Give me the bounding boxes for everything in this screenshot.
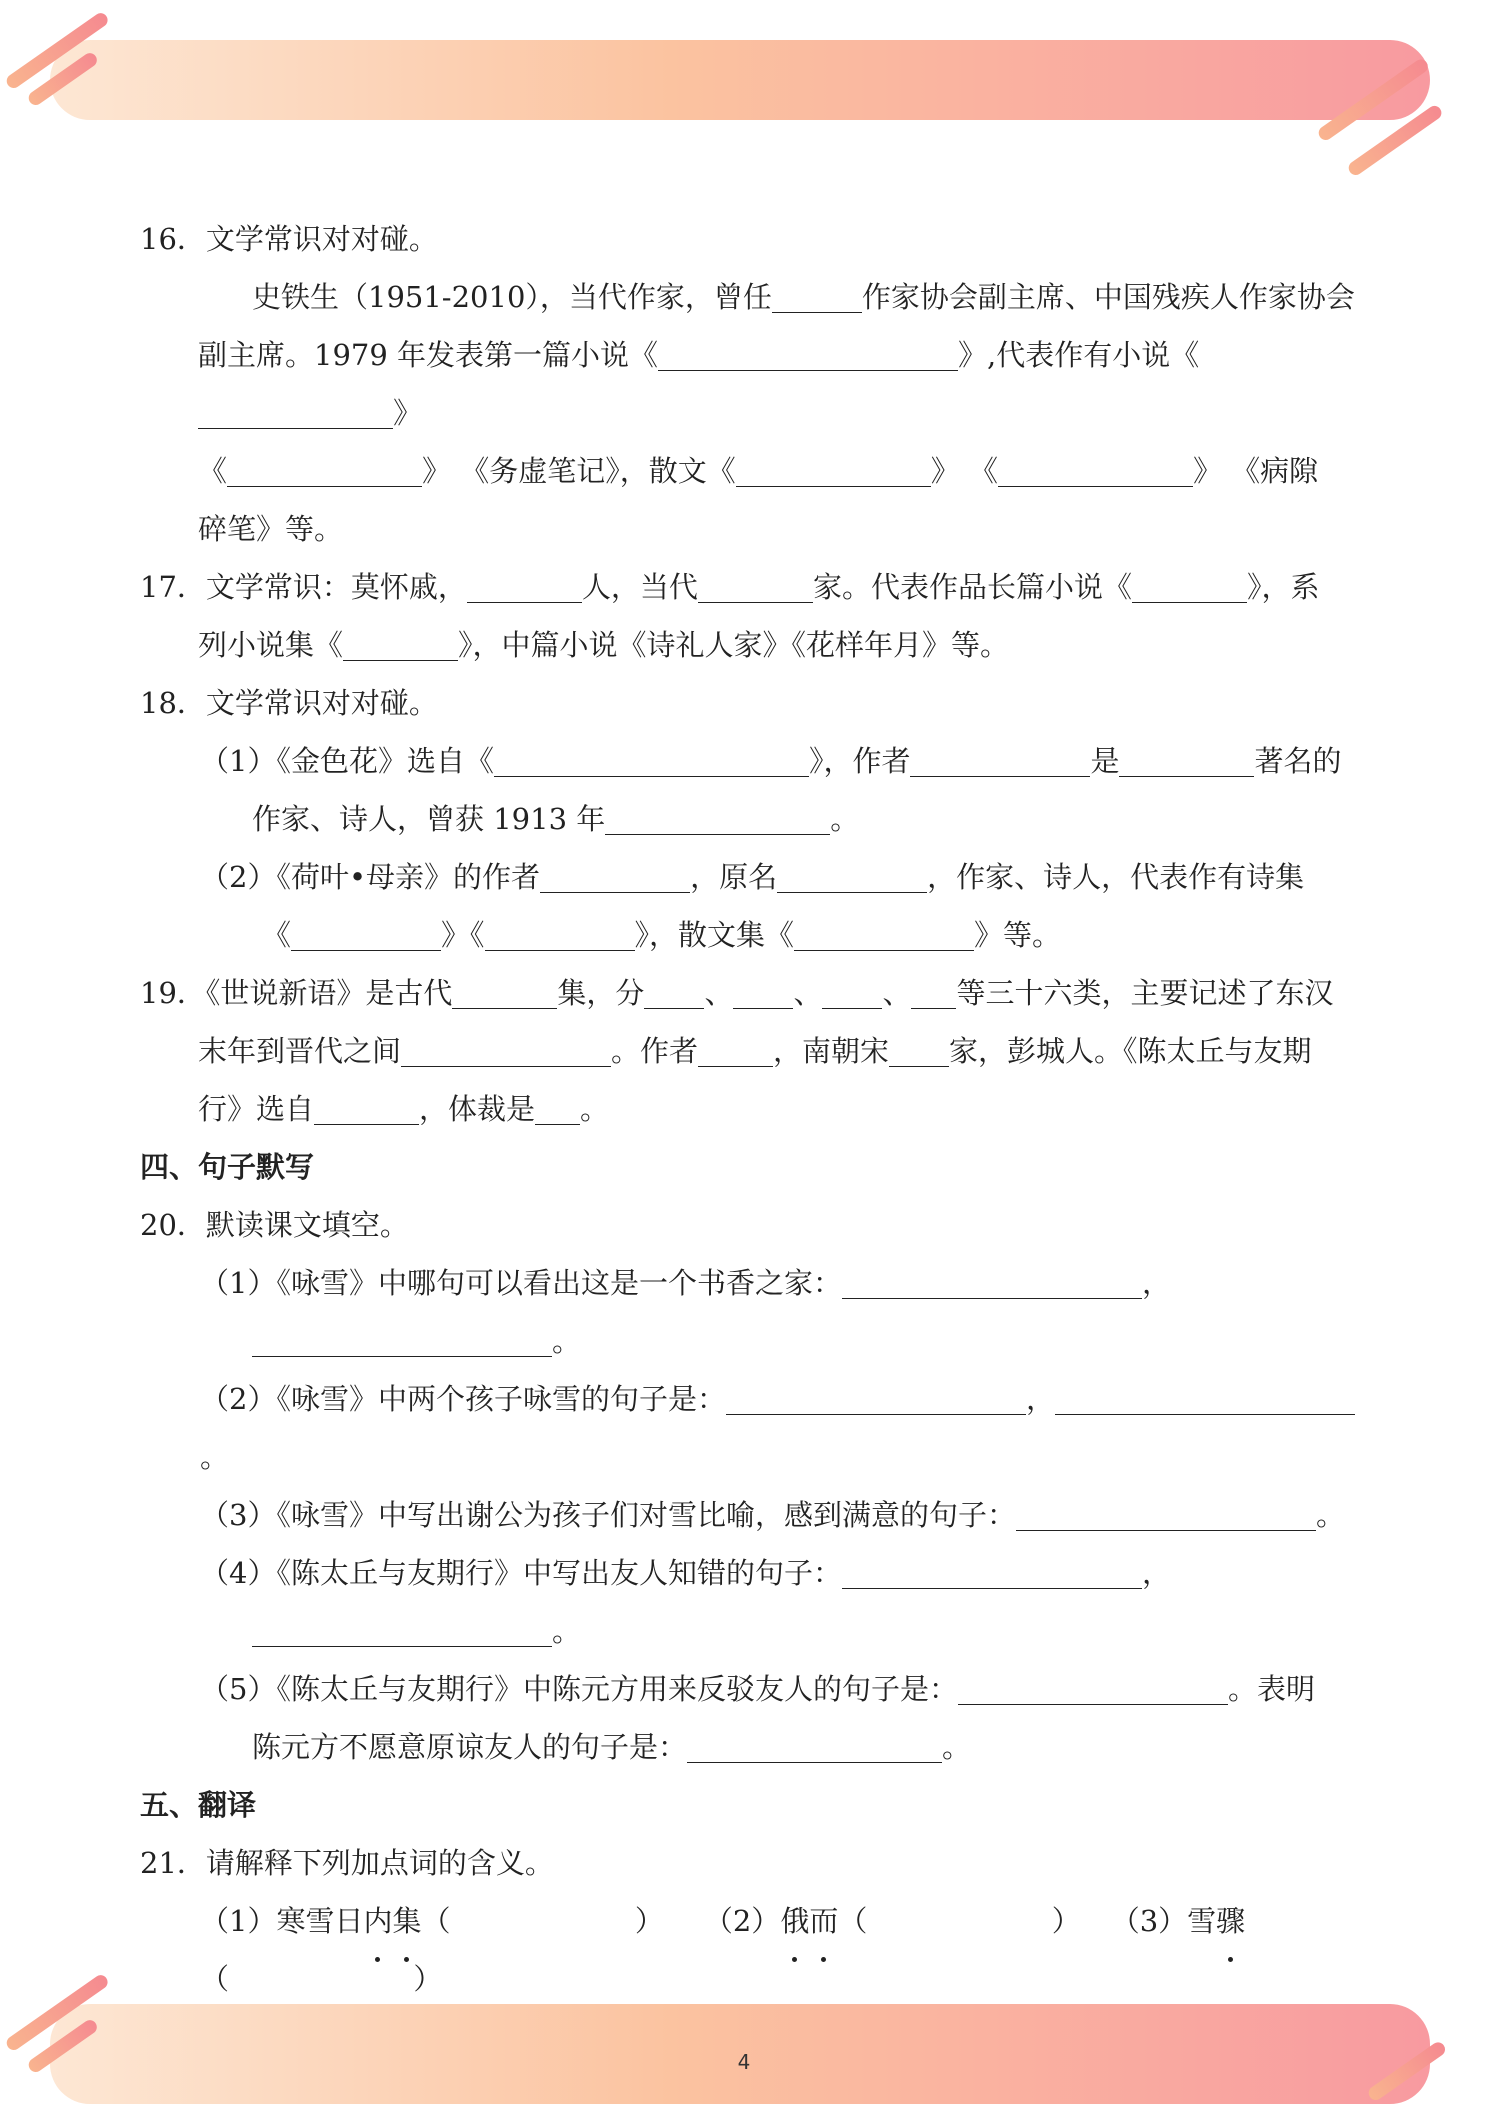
answer-blank[interactable] <box>777 856 927 893</box>
answer-paren[interactable]: （ ） <box>838 1904 1081 1938</box>
answer-blank[interactable] <box>911 972 956 1009</box>
answer-blank[interactable] <box>687 1726 942 1763</box>
answer-blank[interactable] <box>227 450 422 487</box>
question-20-sub1-line1: （1）《咏雪》中哪句可以看出这是一个书香之家： ， <box>140 1254 1360 1312</box>
answer-blank[interactable] <box>1132 566 1247 603</box>
section-heading-4: 四、句子默写 <box>140 1150 315 1184</box>
question-19-line2: 末年到晋代之间 。作者 ，南朝宋 家，彭城人。《陈太丘与友期 <box>140 1022 1360 1080</box>
answer-blank[interactable] <box>1016 1494 1316 1531</box>
emphasis-dot-char: 俄 <box>780 1892 809 1950</box>
answer-blank[interactable] <box>198 392 393 429</box>
answer-blank[interactable] <box>605 798 830 835</box>
emphasis-dot-char: 集 <box>392 1892 421 1950</box>
page-number: 4 <box>737 2050 751 2074</box>
answer-blank[interactable] <box>998 450 1193 487</box>
q21-item-3: （3）雪骤（ ） <box>200 1904 1245 1996</box>
question-21-title: 21．请解释下列加点词的含义。 <box>140 1846 554 1880</box>
answer-blank[interactable] <box>733 972 793 1009</box>
question-16-line4: 碎笔》等。 <box>198 512 344 546</box>
question-17-line1: 17．文学常识：莫怀戚， 人，当代 家。代表作品长篇小说《 》，系 <box>140 558 1360 616</box>
question-20-sub5-line1: （5）《陈太丘与友期行》中陈元方用来反驳友人的句子是： 。表明 <box>140 1660 1360 1718</box>
emphasis-dot-char: 而 <box>809 1892 838 1950</box>
answer-blank[interactable] <box>401 1030 611 1067</box>
answer-blank[interactable] <box>252 1610 552 1647</box>
answer-blank[interactable] <box>540 856 690 893</box>
question-20-sub3: （3）《咏雪》中写出谢公为孩子们对雪比喻，感到满意的句子： 。 <box>140 1486 1360 1544</box>
question-16-line1: 史铁生（1951-2010），当代作家，曾任 作家协会副主席、中国残疾人作家协会 <box>140 268 1360 326</box>
answer-blank[interactable] <box>842 1552 1142 1589</box>
answer-blank[interactable] <box>842 1262 1142 1299</box>
answer-blank[interactable] <box>658 334 958 371</box>
question-18-sub1-line2: 作家、诗人，曾获 1913 年 。 <box>140 790 1360 848</box>
question-18-sub2-line2: 《 》《 》，散文集《 》等。 <box>140 906 1360 964</box>
question-16-line3: 《 》 《务虚笔记》，散文《 》 《 》 《病隙 <box>140 442 1360 500</box>
question-21-items <box>140 1892 1360 2008</box>
question-19-line1: 19．《世说新语》是古代 集，分 、 、 、 等三十六类，主要记述了东汉 <box>140 964 1360 1022</box>
answer-blank[interactable] <box>726 1378 1026 1415</box>
q21-item-1: （1）寒雪日内集（ ） <box>200 1904 664 1938</box>
header-decoration-band <box>50 40 1430 120</box>
answer-blank[interactable] <box>291 914 441 951</box>
question-20-sub4-line2: 。 <box>140 1602 1360 1660</box>
answer-blank[interactable] <box>736 450 931 487</box>
question-16-title: 16．文学常识对对碰。 <box>140 222 438 256</box>
answer-blank[interactable] <box>772 276 862 313</box>
answer-blank[interactable] <box>1119 740 1254 777</box>
answer-paren[interactable]: （ ） <box>421 1904 664 1938</box>
question-17-line2: 列小说集《 》，中篇小说《诗礼人家》《花样年月》等。 <box>140 616 1360 674</box>
question-20-sub4-line1: （4）《陈太丘与友期行》中写出友人知错的句子： ， <box>140 1544 1360 1602</box>
worksheet-content <box>140 210 1360 2008</box>
answer-blank[interactable] <box>644 972 704 1009</box>
section-heading-5: 五、翻译 <box>140 1788 257 1822</box>
question-18-sub2-line1: （2）《荷叶•母亲》的作者 ，原名 ，作家、诗人，代表作有诗集 <box>140 848 1360 906</box>
answer-blank[interactable] <box>485 914 635 951</box>
question-20-sub1-line2: 。 <box>140 1312 1360 1370</box>
answer-blank[interactable] <box>1055 1378 1355 1415</box>
answer-blank[interactable] <box>958 1668 1228 1705</box>
answer-blank[interactable] <box>535 1088 580 1125</box>
question-16-line2: 副主席。1979 年发表第一篇小说《 》,代表作有小说《》 <box>140 326 1360 442</box>
question-18-sub1-line1: （1）《金色花》选自《 》，作者 是 著名的 <box>140 732 1360 790</box>
q21-item-2: （2）俄而（ ） <box>704 1904 1081 1938</box>
emphasis-dot-char: 内 <box>363 1892 392 1950</box>
answer-blank[interactable] <box>452 972 557 1009</box>
question-19-line3: 行》选自 ，体裁是 。 <box>140 1080 1360 1138</box>
answer-blank[interactable] <box>794 914 974 951</box>
answer-paren[interactable]: （ ） <box>200 1962 443 1996</box>
question-18-title: 18．文学常识对对碰。 <box>140 686 438 720</box>
answer-blank[interactable] <box>494 740 809 777</box>
answer-blank[interactable] <box>889 1030 949 1067</box>
answer-blank[interactable] <box>822 972 882 1009</box>
answer-blank[interactable] <box>467 566 582 603</box>
answer-blank[interactable] <box>910 740 1090 777</box>
emphasis-dot-char: 骤 <box>1216 1892 1245 1950</box>
answer-blank[interactable] <box>698 1030 773 1067</box>
question-20-sub2: （2）《咏雪》中两个孩子咏雪的句子是： ，。 <box>140 1370 1360 1486</box>
answer-blank[interactable] <box>314 1088 419 1125</box>
question-20-title: 20．默读课文填空。 <box>140 1208 409 1242</box>
answer-blank[interactable] <box>252 1320 552 1357</box>
answer-blank[interactable] <box>343 624 458 661</box>
question-20-sub5-line2: 陈元方不愿意原谅友人的句子是： 。 <box>140 1718 1360 1776</box>
answer-blank[interactable] <box>698 566 813 603</box>
